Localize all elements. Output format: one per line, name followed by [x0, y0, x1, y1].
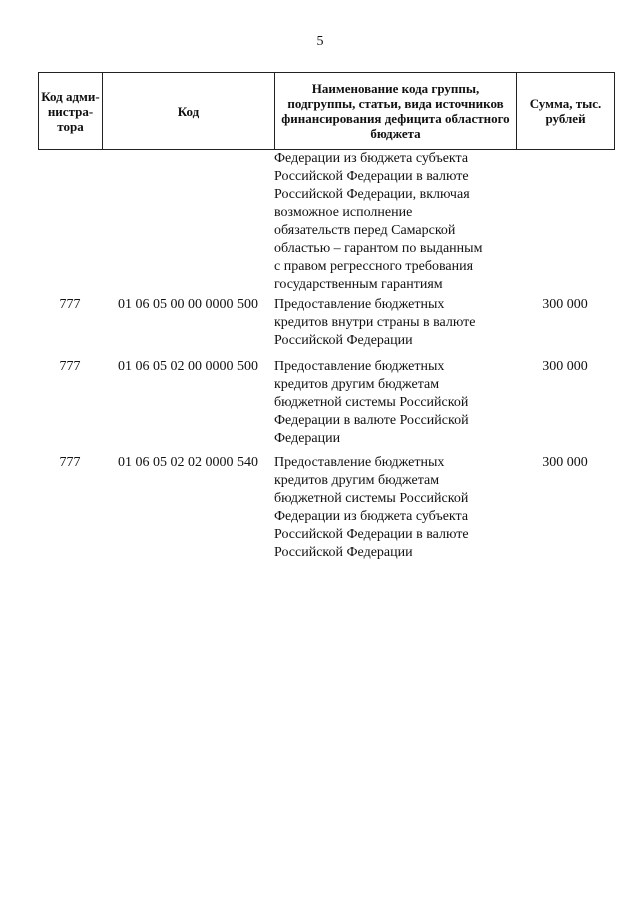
name-line: бюджетной системы Российской — [274, 491, 469, 506]
header-admin-code: Код адми-нистра-тора — [39, 73, 103, 150]
table-body — [38, 150, 614, 564]
header-row — [39, 73, 615, 150]
table-header — [38, 72, 615, 150]
name-line: обязательств перед Самарской — [274, 223, 456, 238]
name-line: областью – гарантом по выданным — [274, 241, 483, 256]
name-line: Российской Федерации — [274, 333, 413, 348]
name-line: Российской Федерации в валюте — [274, 169, 469, 184]
name-cell — [274, 150, 516, 294]
table-row-continuation — [38, 150, 614, 290]
name-cell — [274, 296, 516, 350]
table-row — [38, 358, 614, 448]
name-line: Российской Федерации в валюте — [274, 527, 469, 542]
table-row — [38, 296, 614, 352]
header-name: Наименование кода группы, подгруппы, статьи, вида источников финансирования дефицита областного бюджета — [275, 73, 517, 150]
sum-cell: 300 000 — [542, 297, 588, 312]
sum-cell: 300 000 — [542, 359, 588, 374]
name-line: Федерации в валюте Российской — [274, 413, 469, 428]
name-cell — [274, 454, 516, 562]
name-line: бюджетной системы Российской — [274, 395, 469, 410]
sum-cell: 300 000 — [542, 455, 588, 470]
name-line: кредитов внутри страны в валюте — [274, 315, 476, 330]
header-code: Код — [103, 73, 275, 150]
name-line: Российской Федерации, включая — [274, 187, 470, 202]
code-cell: 01 06 05 02 02 0000 540 — [118, 455, 258, 470]
name-line: с правом регрессного требования — [274, 259, 474, 274]
name-line: Предоставление бюджетных — [274, 359, 445, 374]
admin-code-cell: 777 — [59, 455, 81, 470]
admin-code-cell: 777 — [59, 297, 81, 312]
name-line: Федерации из бюджета субъекта — [274, 509, 469, 524]
name-line: Предоставление бюджетных — [274, 455, 445, 470]
name-line: государственным гарантиям — [274, 277, 443, 292]
name-line: кредитов другим бюджетам — [274, 473, 440, 488]
header-sum: Сумма, тыс. рублей — [517, 73, 615, 150]
page-number: 5 — [316, 34, 324, 49]
name-line: Российской Федерации — [274, 545, 413, 560]
name-line: возможное исполнение — [274, 205, 413, 220]
name-line: Федерации из бюджета субъекта — [274, 151, 469, 166]
admin-code-cell: 777 — [59, 359, 81, 374]
name-line: кредитов другим бюджетам — [274, 377, 440, 392]
code-cell: 01 06 05 02 00 0000 500 — [118, 359, 258, 374]
name-line: Предоставление бюджетных — [274, 297, 445, 312]
table-row — [38, 454, 614, 564]
name-cell — [274, 358, 516, 448]
name-line: Федерации — [274, 431, 341, 446]
code-cell: 01 06 05 00 00 0000 500 — [118, 297, 258, 312]
